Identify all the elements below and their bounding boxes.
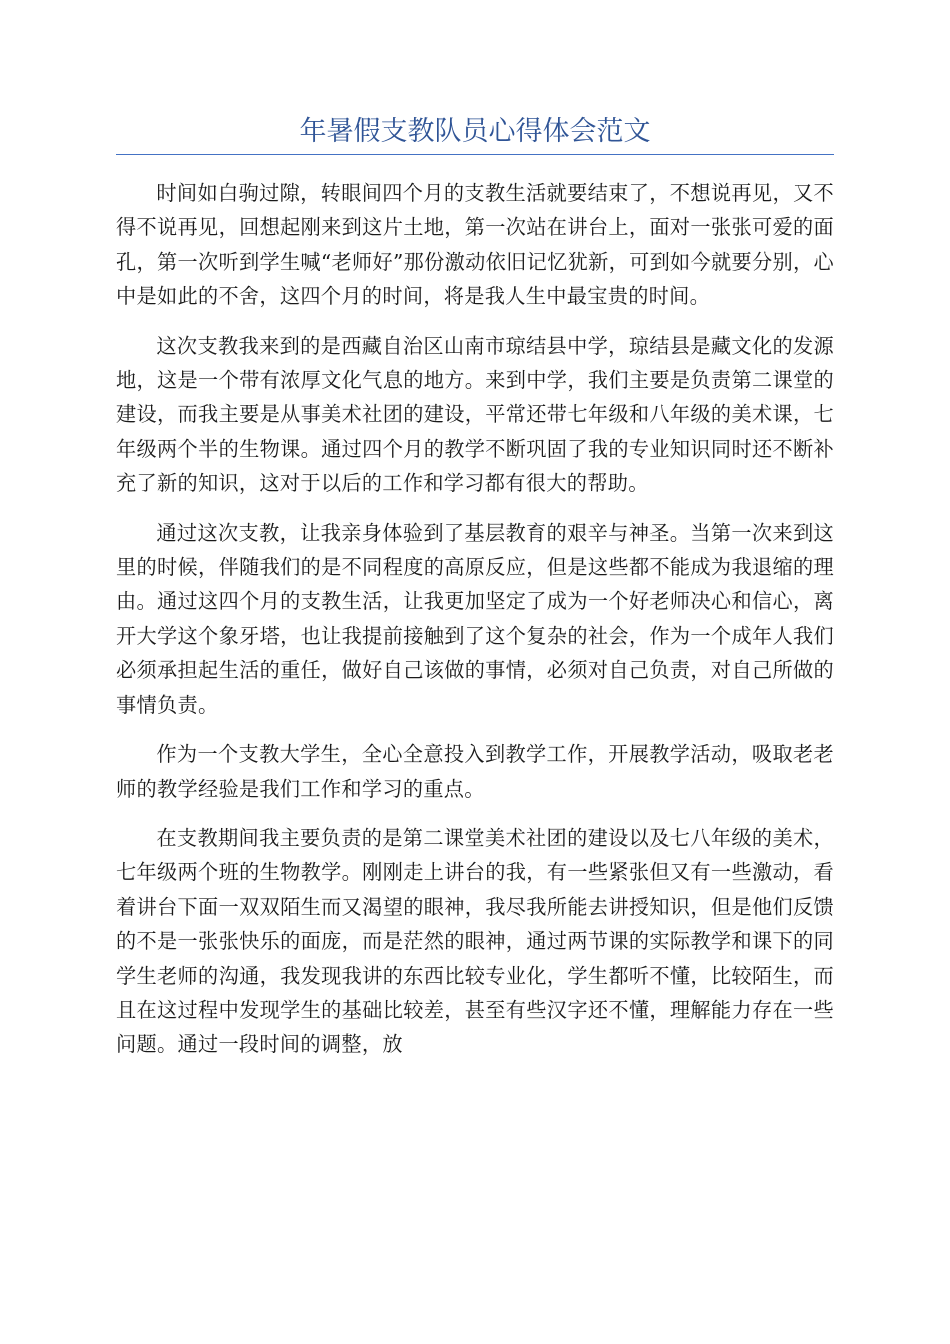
paragraph-4: 作为一个支教大学生，全心全意投入到教学工作，开展教学活动，吸取老老师的教学经验是我们工作和学习的重点。 bbox=[116, 742, 834, 801]
document-body bbox=[116, 176, 834, 1077]
document-title: 年暑假支教队员心得体会范文 bbox=[299, 116, 651, 147]
paragraph-3: 通过这次支教，让我亲身体验到了基层教育的艰辛与神圣。当第一次来到这里的时候，伴随我们的是不同程度的高原反应，但是这些都不能成为我退缩的理由。通过这四个月的支教生活，让我更加坚定了成为一个好老师决心和信心，离开大学这个象牙塔，也让我提前接触到了这个复杂的社会，作为一个成年人我们必须承担起生活的重任，做好自己该做的事情，必须对自己负责，对自己所做的事情负责。 bbox=[116, 520, 834, 717]
title-underline bbox=[116, 154, 834, 155]
paragraph-5: 在支教期间我主要负责的是第二课堂美术社团的建设以及七八年级的美术，七年级两个班的生物教学。刚刚走上讲台的我，有一些紧张但又有一些激动，看着讲台下面一双双陌生而又渴望的眼神，我尽我所能去讲授知识，但是他们反馈的不是一张张快乐的面庞，而是茫然的眼神，通过两节课的实际教学和课下的同学生老师的沟通，我发现我讲的东西比较专业化，学生都听不懂，比较陌生，而且在这过程中发现学生的基础比较差，甚至有些汉字还不懂，理解能力存在一些问题。通过一段时间的调整，放 bbox=[116, 825, 834, 1057]
paragraph-2: 这次支教我来到的是西藏自治区山南市琼结县中学，琼结县是藏文化的发源地，这是一个带有浓厚文化气息的地方。来到中学，我们主要是负责第二课堂的建设，而我主要是从事美术社团的建设，平常还带七年级和八年级的美术课，七年级两个半的生物课。通过四个月的教学不断巩固了我的专业知识同时还不断补充了新的知识，这对于以后的工作和学习都有很大的帮助。 bbox=[116, 333, 834, 496]
paragraph-1: 时间如白驹过隙，转眼间四个月的支教生活就要结束了，不想说再见，又不得不说再见，回想起刚来到这片土地，第一次站在讲台上，面对一张张可爱的面孔，第一次听到学生喊“老师好”那份激动依旧记忆犹新，可到如今就要分别，心中是如此的不舍，这四个月的时间，将是我人生中最宝贵的时间。 bbox=[116, 181, 834, 309]
